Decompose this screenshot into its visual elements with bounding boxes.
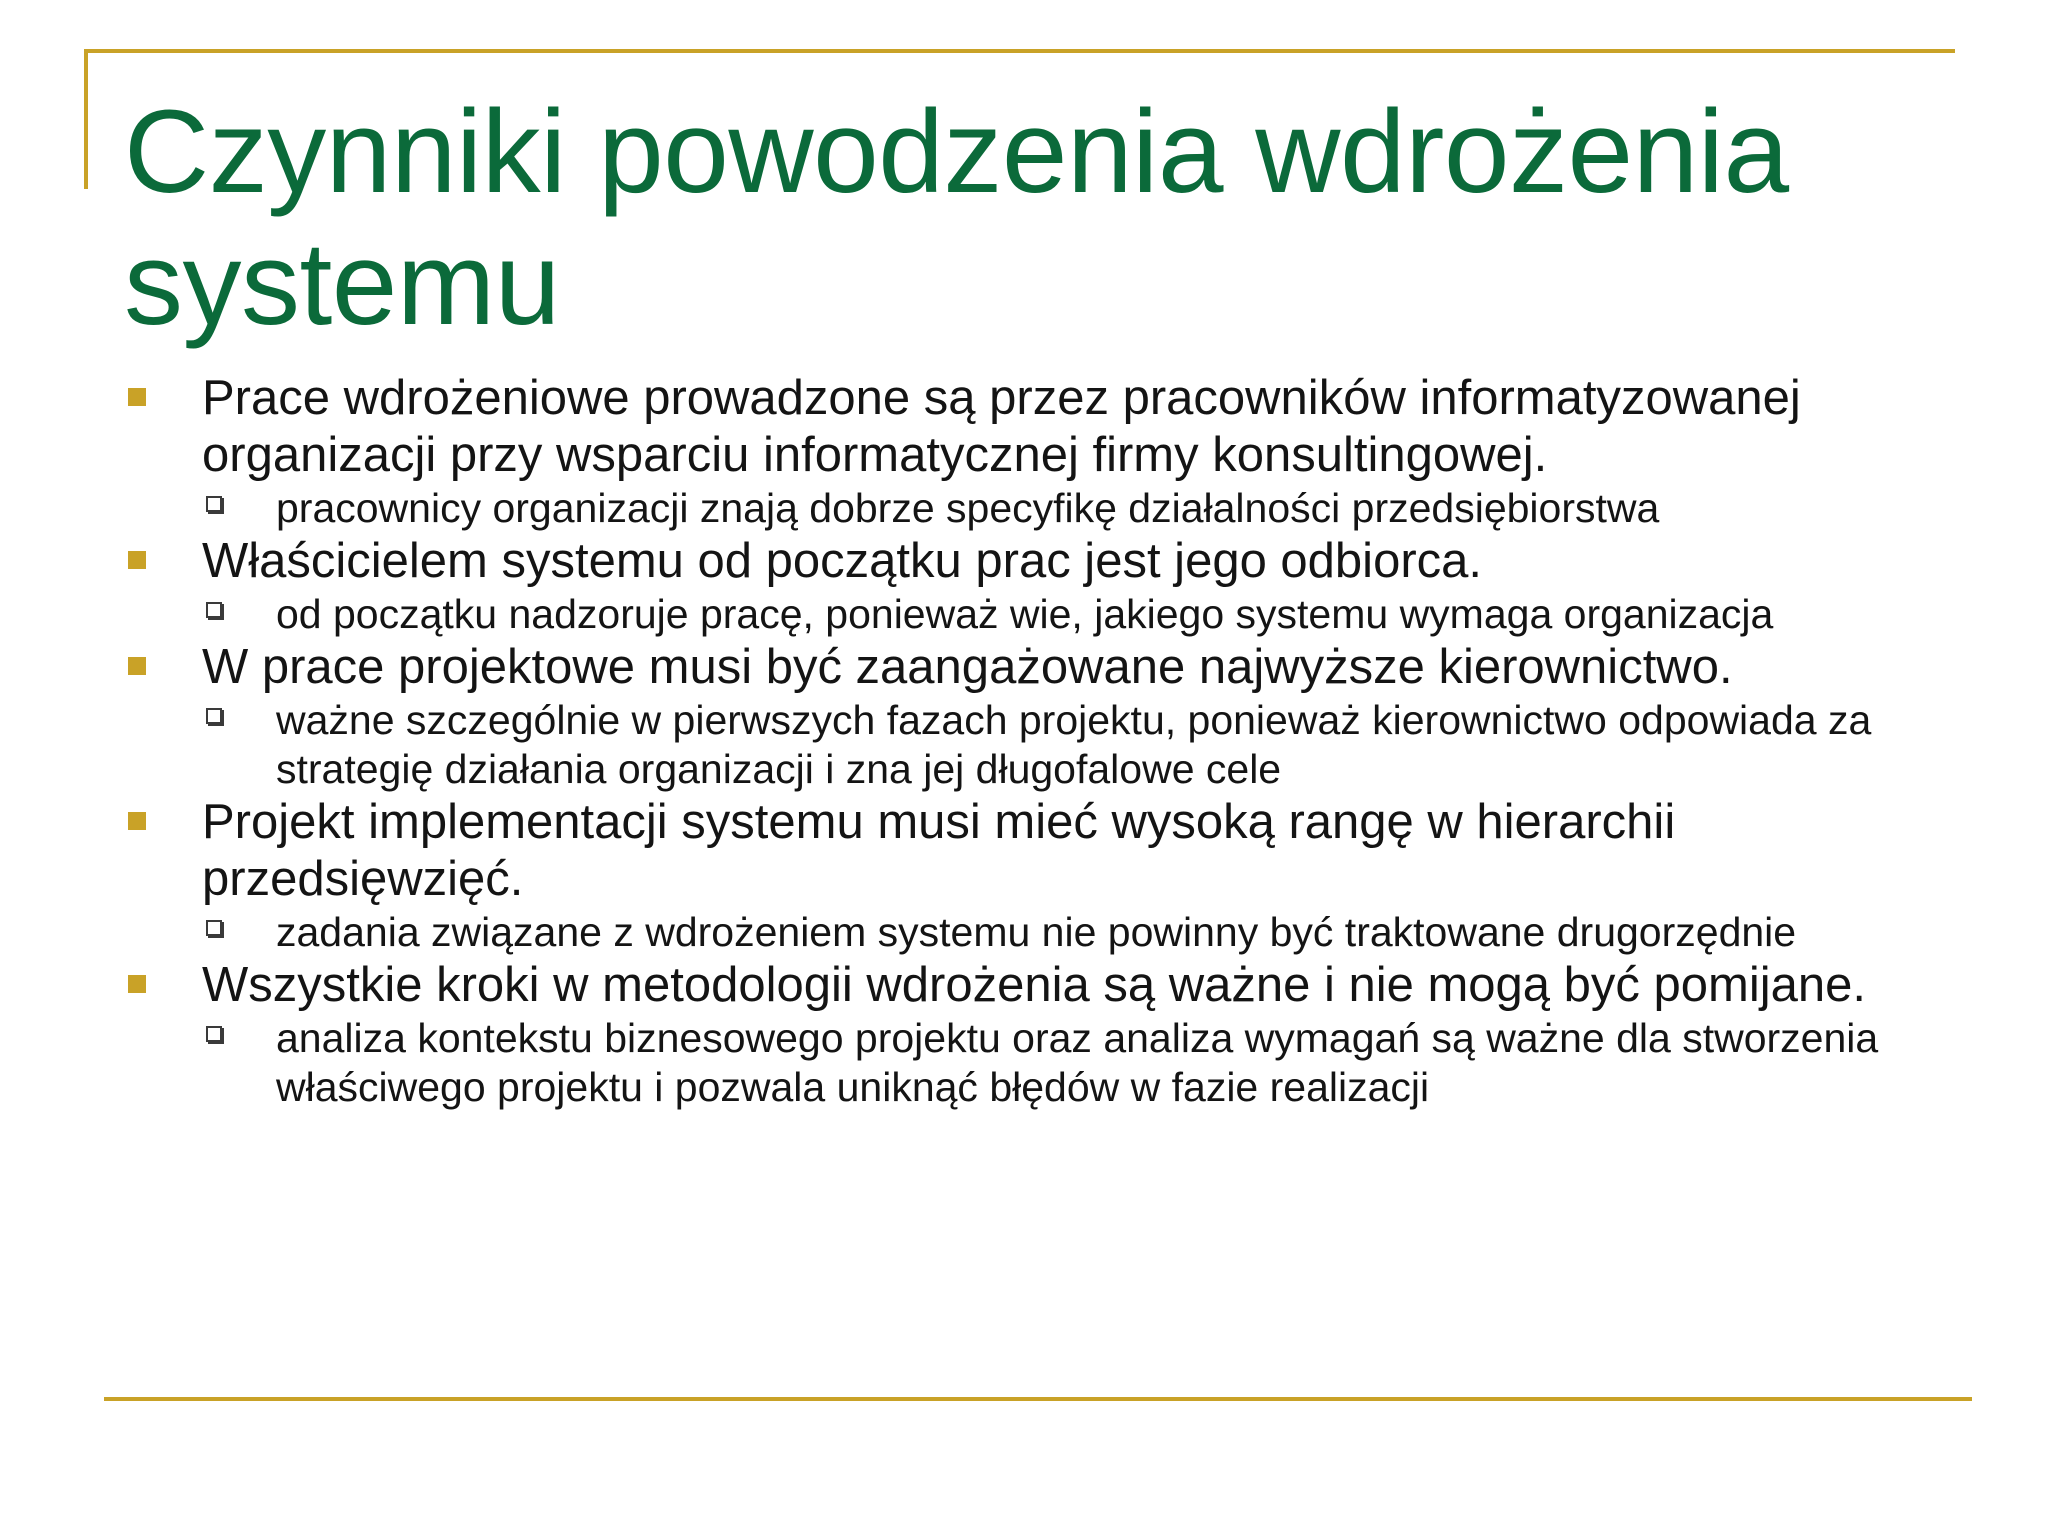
bullet-text: Właścicielem systemu od początku prac jest jego odbiorca. xyxy=(202,534,1483,588)
hollow-square-bullet-icon xyxy=(206,920,222,936)
bullet-list xyxy=(124,370,1904,1112)
left-accent-line xyxy=(84,49,88,189)
hollow-square-bullet-icon xyxy=(206,496,222,512)
bullet-text: Wszystkie kroki w metodologii wdrożenia są ważne i nie mogą być pomijane. xyxy=(202,958,1866,1012)
square-bullet-icon xyxy=(128,975,146,993)
sub-bullet-item xyxy=(124,696,1904,794)
sub-bullet-text: ważne szczególnie w pierwszych fazach projektu, ponieważ kierownictwo odpowiada za strategię działania organizacji i zna jej długofalowe cele xyxy=(276,697,1872,792)
sub-bullet-item xyxy=(124,484,1904,533)
square-bullet-icon xyxy=(128,551,146,569)
sub-bullet-text: od początku nadzoruje pracę, ponieważ wie, jakiego systemu wymaga organizacja xyxy=(276,591,1774,637)
hollow-square-bullet-icon xyxy=(206,1026,222,1042)
sub-bullet-item xyxy=(124,908,1904,957)
hollow-square-bullet-icon xyxy=(206,602,222,618)
bullet-text: W prace projektowe musi być zaangażowane najwyższe kierownictwo. xyxy=(202,640,1733,694)
bullet-item xyxy=(124,794,1904,908)
square-bullet-icon xyxy=(128,812,146,830)
bullet-item xyxy=(124,957,1904,1014)
bullet-item xyxy=(124,639,1904,696)
hollow-square-bullet-icon xyxy=(206,708,222,724)
bullet-item xyxy=(124,370,1904,484)
sub-bullet-text: analiza kontekstu biznesowego projektu oraz analiza wymagań są ważne dla stworzenia właściwego projektu i pozwala uniknąć błędów w fazie realizacji xyxy=(276,1015,1879,1110)
square-bullet-icon xyxy=(128,388,146,406)
bullet-text: Prace wdrożeniowe prowadzone są przez pracowników informatyzowanej organizacji przy wsparciu informatycznej firmy konsultingowej. xyxy=(202,371,1801,482)
sub-bullet-item xyxy=(124,590,1904,639)
bullet-text: Projekt implementacji systemu musi mieć wysoką rangę w hierarchii przedsięwzięć. xyxy=(202,795,1676,906)
top-accent-line xyxy=(84,49,1955,53)
square-bullet-icon xyxy=(128,657,146,675)
sub-bullet-text: zadania związane z wdrożeniem systemu nie powinny być traktowane drugorzędnie xyxy=(276,909,1797,955)
sub-bullet-text: pracownicy organizacji znają dobrze specyfikę działalności przedsiębiorstwa xyxy=(276,485,1660,531)
bullet-item xyxy=(124,533,1904,590)
bottom-accent-line xyxy=(104,1397,1972,1401)
sub-bullet-item xyxy=(124,1014,1904,1112)
slide-title: Czynniki powodzenia wdrożenia systemu xyxy=(124,86,1789,350)
